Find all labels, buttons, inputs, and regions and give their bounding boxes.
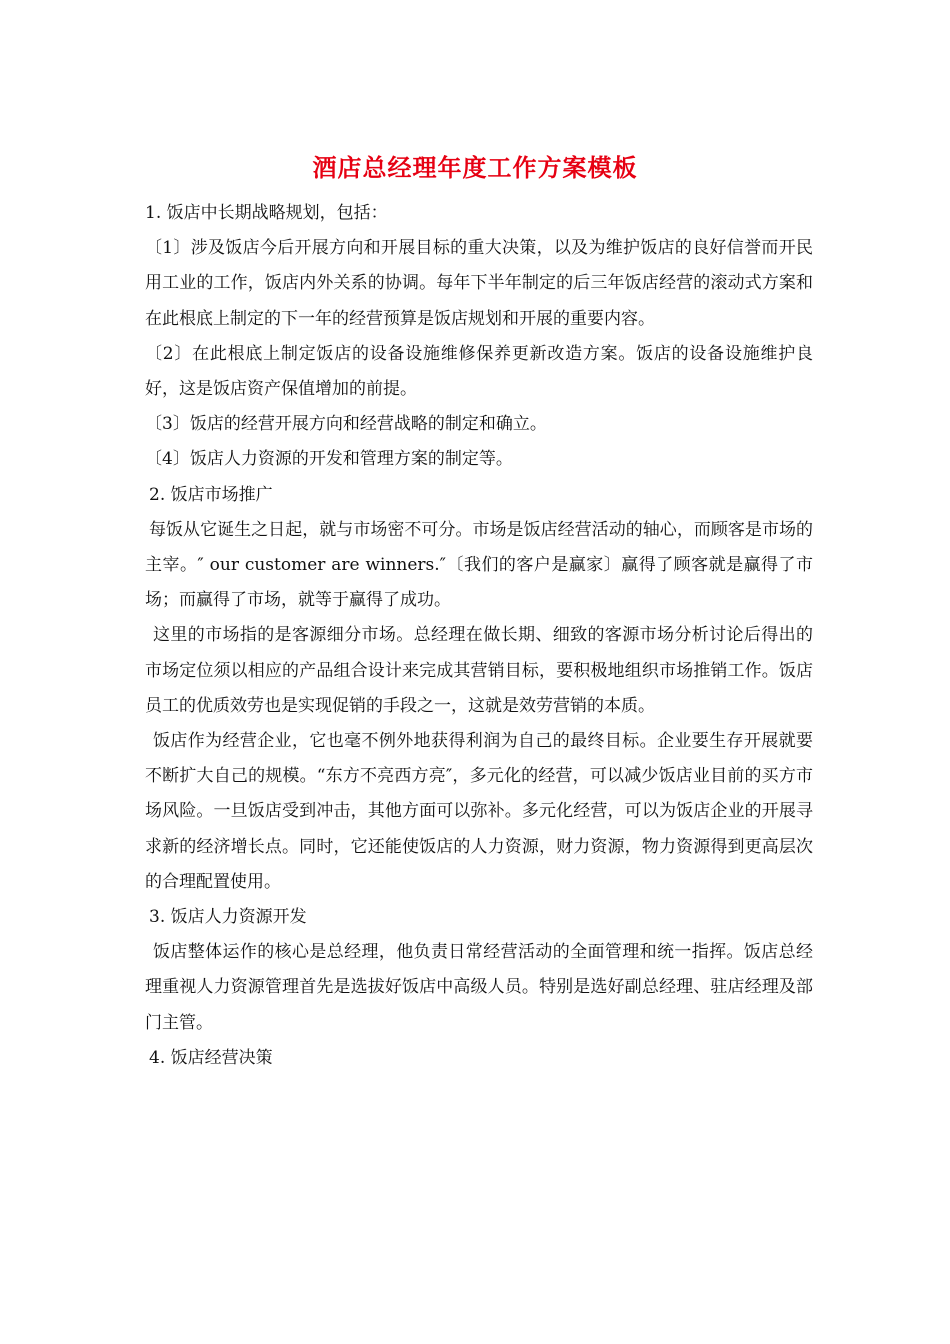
paragraph-market-3: 饭店作为经营企业，它也毫不例外地获得利润为自己的最终目标。企业要生存开展就要不断扩大自己的规模。“东方不亮西方亮″，多元化的经营，可以减少饭店业目前的买方市场风险。一旦饭店受到冲击，其他方面可以弥补。多元化经营，可以为饭店企业的开展寻求新的经济增长点。同时，它还能使饭店的人力资源，财力资源，物力资源得到更高层次的合理配置使用。 xyxy=(145,731,813,892)
section-heading-1: 1. 饭店中长期战略规划，包括： xyxy=(145,203,388,223)
paragraph-market-2: 这里的市场指的是客源细分市场。总经理在做长期、细致的客源市场分析讨论后得出的市场定位须以相应的产品组合设计来完成其营销目标，要积极地组织市场推销工作。饭店员工的优质效劳也是实现促销的手段之一，这就是效劳营销的本质。 xyxy=(145,625,813,716)
paragraph-hr-1: 饭店整体运作的核心是总经理，他负责日常经营活动的全面管理和统一指挥。饭店总经理重视人力资源管理首先是选拔好饭店中高级人员。特别是选好副总经理、驻店经理及部门主管。 xyxy=(145,942,813,1033)
document-body xyxy=(145,196,813,1076)
section-heading-4: 4. 饭店经营决策 xyxy=(149,1047,273,1068)
section-heading-3: 3. 饭店人力资源开发 xyxy=(149,907,307,928)
paragraph-market-1: 每饭从它诞生之日起，就与市场密不可分。市场是饭店经营活动的轴心，而顾客是市场的主宰。″ our customer are winners.″〔我们的客户是赢家〕赢得了顾客就是赢得了市场；而赢得了市场，就等于赢得了成功。 xyxy=(145,519,813,611)
paragraph-item-4: 〔4〕饭店人力资源的开发和管理方案的制定等。 xyxy=(145,449,513,470)
paragraph-item-1: 〔1〕涉及饭店今后开展方向和开展目标的重大决策，以及为维护饭店的良好信誉而开民用工业的工作，饭店内外关系的协调。每年下半年制定的后三年饭店经营的滚动式方案和在此根底上制定的下一年的经营预算是饭店规划和开展的重要内容。 xyxy=(145,238,813,329)
section-heading-2: 2. 饭店市场推广 xyxy=(149,484,273,505)
document-title: 酒店总经理年度工作方案模板 xyxy=(312,153,638,182)
paragraph-item-3: 〔3〕饭店的经营开展方向和经营战略的制定和确立。 xyxy=(145,414,547,435)
paragraph-item-2: 〔2〕在此根底上制定饭店的设备设施维修保养更新改造方案。饭店的设备设施维护良好，这是饭店资产保值增加的前提。 xyxy=(145,343,813,400)
